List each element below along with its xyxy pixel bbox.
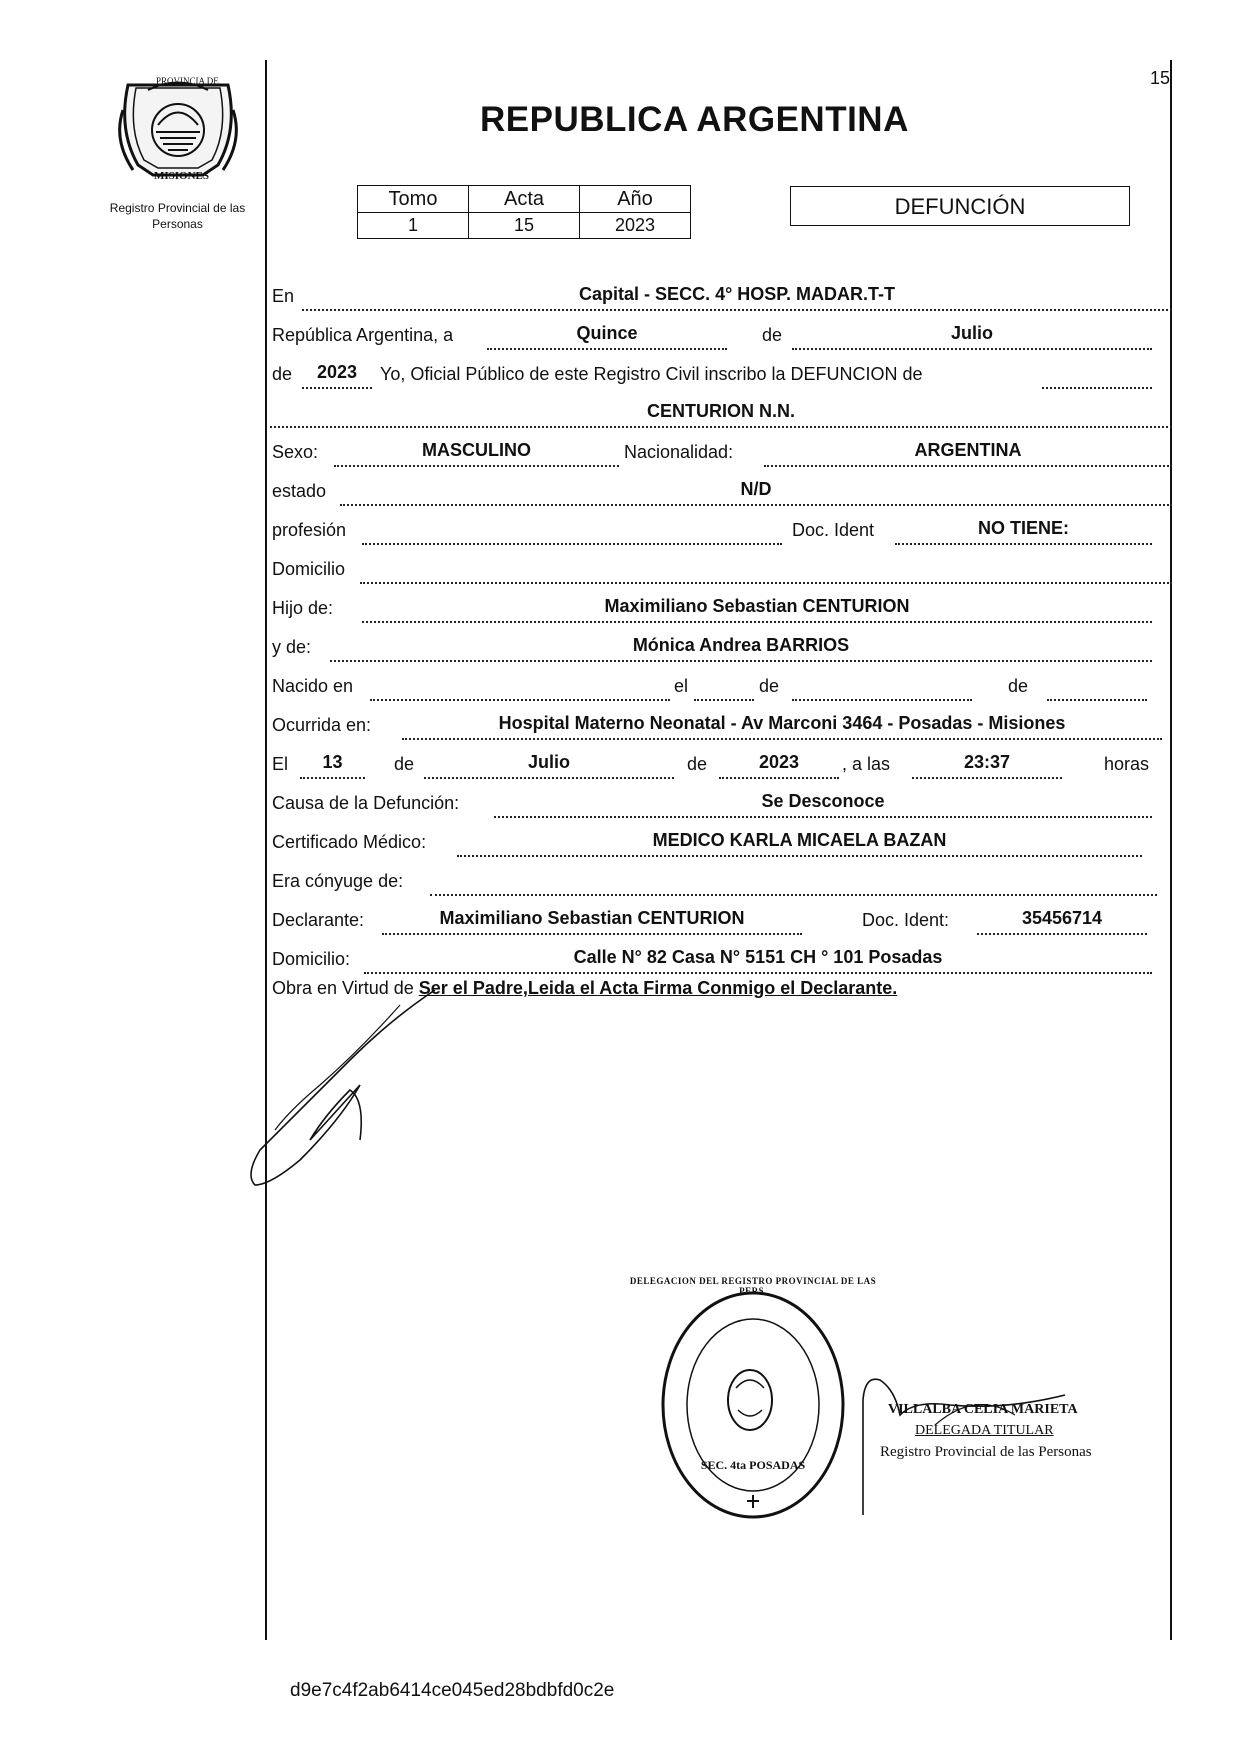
profesion-value xyxy=(362,517,782,545)
de-label-3: de xyxy=(759,676,780,696)
declarante-label: Declarante: xyxy=(272,910,365,930)
document-type-box: DEFUNCIÓN xyxy=(790,186,1130,226)
padre-value: Maximiliano Sebastian CENTURION xyxy=(362,595,1152,623)
deceased-name: CENTURION N.N. xyxy=(270,400,1172,428)
madre-value: Mónica Andrea BARRIOS xyxy=(330,634,1152,662)
declarante-value: Maximiliano Sebastian CENTURION xyxy=(382,907,802,935)
row-profesion xyxy=(272,513,1172,545)
official-name: VILLALBA CELIA MARIETA xyxy=(888,1402,1078,1417)
dia-value: 13 xyxy=(300,751,365,779)
domicilio2-label: Domicilio: xyxy=(272,949,351,969)
doc-ident-value: NO TIENE: xyxy=(895,517,1152,545)
inscribo-dots xyxy=(1042,361,1152,389)
header-tomo: Tomo xyxy=(358,186,469,213)
row-causa xyxy=(272,786,1172,818)
de-label-2: de xyxy=(272,364,293,384)
causa-value: Se Desconoce xyxy=(494,790,1152,818)
de-label-5: de xyxy=(394,754,415,774)
value-tomo: 1 xyxy=(358,213,469,239)
de-label-1: de xyxy=(762,325,783,345)
estado-label: estado xyxy=(272,481,327,501)
row-nacido xyxy=(272,669,1172,701)
row-certificado xyxy=(272,825,1172,857)
row-declarante xyxy=(272,903,1172,935)
official-stamp xyxy=(629,1276,877,1520)
el2-label: El xyxy=(272,754,289,774)
institution-caption: Registro Provincial de las Personas xyxy=(109,201,246,231)
horas-label: horas xyxy=(1104,754,1150,774)
declarant-signature xyxy=(240,990,460,1190)
causa-label: Causa de la Defunción: xyxy=(272,793,460,813)
domicilio2-value: Calle N° 82 Casa N° 5151 CH ° 101 Posadas xyxy=(364,946,1152,974)
row-republica xyxy=(272,318,1172,350)
hijo-label: Hijo de: xyxy=(272,598,334,618)
nacido-mes xyxy=(792,673,972,701)
estado-value: N/D xyxy=(340,478,1172,506)
doc-ident-label: Doc. Ident xyxy=(792,520,875,540)
nacido-anio xyxy=(1047,673,1147,701)
row-fecha-defuncion xyxy=(272,747,1172,779)
nacido-lugar xyxy=(370,673,670,701)
en-label: En xyxy=(272,286,295,306)
nacionalidad-value: ARGENTINA xyxy=(764,439,1172,467)
nacido-dia xyxy=(694,673,754,701)
row-inscribo xyxy=(272,357,1172,389)
ocurrida-label: Ocurrida en: xyxy=(272,715,372,735)
inscribo-text: Yo, Oficial Público de este Registro Civil inscribo la DEFUNCION de xyxy=(380,364,923,384)
official-office: Registro Provincial de las Personas xyxy=(880,1444,1092,1460)
row-ocurrida xyxy=(272,708,1172,740)
en-value: Capital - SECC. 4° HOSP. MADAR.T-T xyxy=(302,283,1172,311)
row-conyuge xyxy=(272,864,1172,896)
row-en xyxy=(272,279,1172,311)
row-hijo xyxy=(272,591,1172,623)
alas-label: , a las xyxy=(842,754,891,774)
anio2-value: 2023 xyxy=(719,751,839,779)
row-domicilio xyxy=(272,552,1172,584)
header-acta: Acta xyxy=(469,186,580,213)
obra-label: Obra en Virtud de xyxy=(272,978,414,998)
mes2-value: Julio xyxy=(424,751,674,779)
logo-text-bottom: MISIONES xyxy=(154,170,210,182)
anio-value: 2023 xyxy=(302,361,372,389)
row-estado xyxy=(272,474,1172,506)
stamp-inner-text: SEC. 4ta POSADAS xyxy=(700,1458,806,1472)
doc2-value: 35456714 xyxy=(977,907,1147,935)
dia-letras: Quince xyxy=(487,322,727,350)
row-madre xyxy=(272,630,1172,662)
page-number: 15 xyxy=(1150,68,1171,88)
domicilio-label: Domicilio xyxy=(272,559,346,579)
row-domicilio2 xyxy=(272,942,1172,974)
value-acta: 15 xyxy=(469,213,580,239)
doc2-label: Doc. Ident: xyxy=(862,910,950,930)
domicilio-value xyxy=(360,556,1172,584)
sexo-label: Sexo: xyxy=(272,442,319,462)
ocurrida-value: Hospital Materno Neonatal - Av Marconi 3464 - Posadas - Misiones xyxy=(402,712,1162,740)
yde-label: y de: xyxy=(272,637,312,657)
official-role: DELEGADA TITULAR xyxy=(915,1423,1054,1438)
certificado-label: Certificado Médico: xyxy=(272,832,427,852)
stamp-ring-text: DELEGACION DEL REGISTRO PROVINCIAL DE LAS PERS. xyxy=(629,1276,877,1296)
row-sexo xyxy=(272,435,1172,467)
de-label-4: de xyxy=(1008,676,1029,696)
conyuge-value xyxy=(430,868,1157,896)
de-label-6: de xyxy=(687,754,708,774)
logo-text-top: PROVINCIA DE xyxy=(156,76,219,86)
mes-value: Julio xyxy=(792,322,1152,350)
document-hash: d9e7c4f2ab6414ce045ed28bdbfd0c2e xyxy=(290,1680,615,1701)
nacionalidad-label: Nacionalidad: xyxy=(624,442,734,462)
republica-label: República Argentina, a xyxy=(272,325,454,345)
misiones-logo xyxy=(108,70,248,190)
profesion-label: profesión xyxy=(272,520,347,540)
conyuge-label: Era cónyuge de: xyxy=(272,871,404,891)
value-anio: 2023 xyxy=(580,213,691,239)
nacido-label: Nacido en xyxy=(272,676,354,696)
el-label: el xyxy=(674,676,689,696)
left-margin-line xyxy=(265,60,267,1640)
row-nombre xyxy=(272,396,1172,428)
page-title: REPUBLICA ARGENTINA xyxy=(480,100,909,139)
hora-value: 23:37 xyxy=(912,751,1062,779)
sexo-value: MASCULINO xyxy=(334,439,619,467)
header-anio: Año xyxy=(580,186,691,213)
obra-value: Ser el Padre,Leida el Acta Firma Conmigo el Declarante. xyxy=(418,978,898,998)
certificado-value: MEDICO KARLA MICAELA BAZAN xyxy=(457,829,1142,857)
acta-table xyxy=(357,185,691,239)
